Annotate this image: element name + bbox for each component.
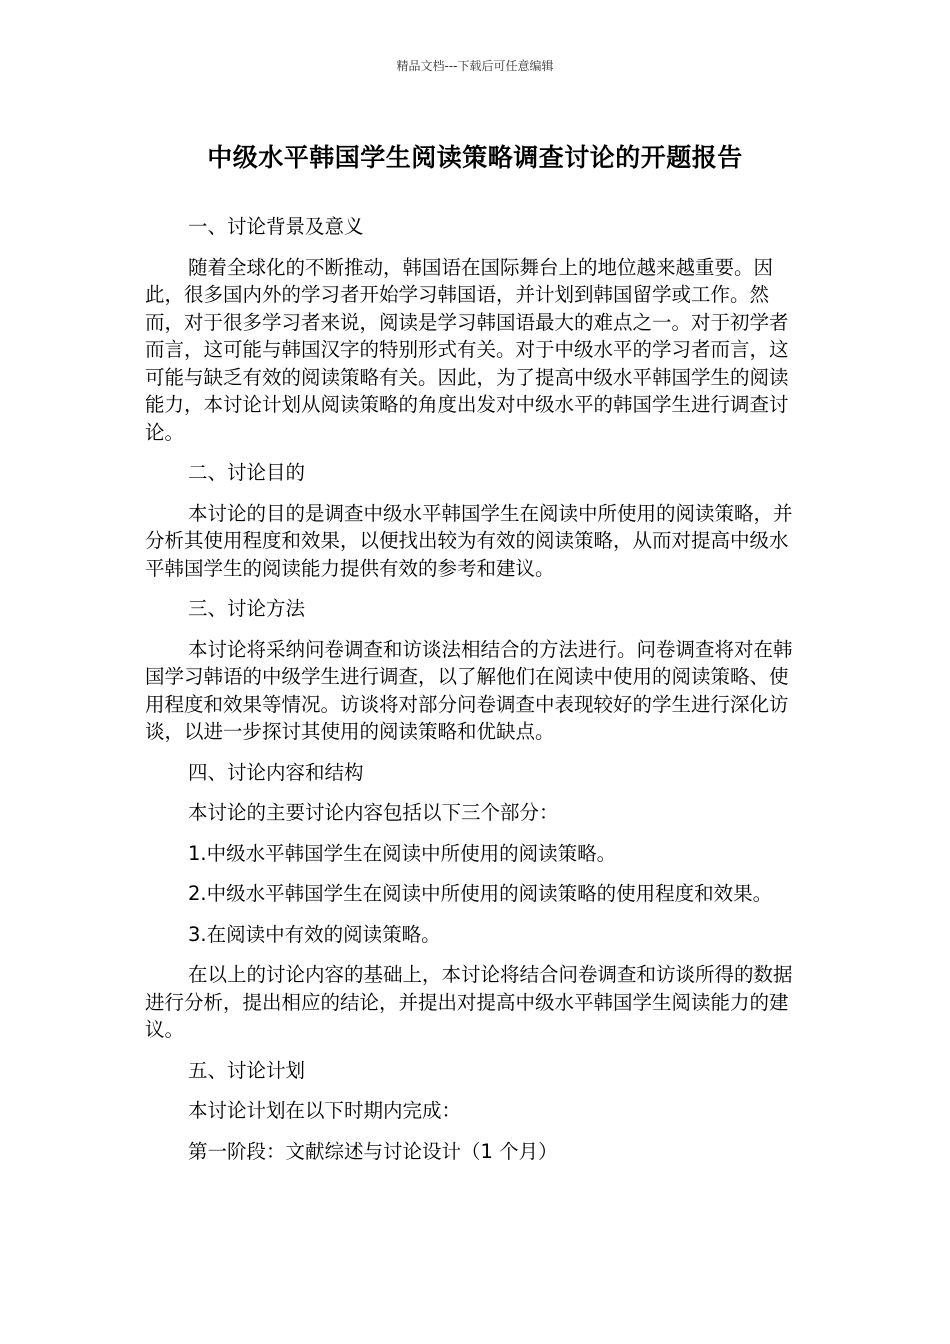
paragraph-plan-stage-1: 第一阶段：文献综述与讨论设计（1 个月） [188,1139,558,1163]
list-item: 2.中级水平韩国学生在阅读中所使用的阅读策略的使用程度和效果。 [188,882,773,905]
document-body [145,213,805,1178]
list-item: 3.在阅读中有效的阅读策略。 [188,922,441,946]
paragraph-background: 随着全球化的不断推动，韩国语在国际舞台上的地位越来越重要。因此，很多国内外的学习者开始学习韩国语，并计划到韩国留学或工作。然而，对于很多学习者来说，阅读是学习韩国语最大的难点之一。对于初学者而言，这可能与韩国汉字的特别形式有关。对于中级水平的学习者而言，这可能与缺乏有效的阅读策略有关。因此，为了提高中级水平韩国学生的阅读能力，本讨论计划从阅读策略的角度出发对中级水平的韩国学生进行调查讨论。 [145,255,789,444]
section-heading-purpose: 二、讨论目的 [188,461,306,484]
section-heading-method: 三、讨论方法 [188,597,306,620]
paragraph-content-intro: 本讨论的主要讨论内容包括以下三个部分： [188,801,559,824]
paragraph-content-summary: 在以上的讨论内容的基础上，本讨论将结合问卷调查和访谈所得的数据进行分析，提出相应的结论，并提出对提高中级水平韩国学生阅读能力的建议。 [145,963,793,1041]
page-header: 精品文档---下载后可任意编辑 [396,59,554,73]
list-item: 1.中级水平韩国学生在阅读中所使用的阅读策略。 [188,841,617,865]
paragraph-method: 本讨论将采纳问卷调查和访谈法相结合的方法进行。问卷调查将对在韩国学习韩语的中级学生进行调查，以了解他们在阅读中使用的阅读策略、使用程度和效果等情况。访谈将对部分问卷调查中表现较好的学生进行深化访谈，以进一步探讨其使用的阅读策略和优缺点。 [145,637,793,743]
paragraph-plan-intro: 本讨论计划在以下时期内完成： [188,1099,462,1122]
section-heading-plan: 五、讨论计划 [188,1058,306,1082]
section-heading-content: 四、讨论内容和结构 [188,760,364,784]
paragraph-purpose: 本讨论的目的是调查中级水平韩国学生在阅读中所使用的阅读策略，并分析其使用程度和效果，以便找出较为有效的阅读策略，从而对提高中级水平韩国学生的阅读能力提供有效的参考和建议。 [145,501,793,580]
document-title: 中级水平韩国学生阅读策略调查讨论的开题报告 [207,143,743,172]
section-heading-background: 一、讨论背景及意义 [188,215,364,238]
